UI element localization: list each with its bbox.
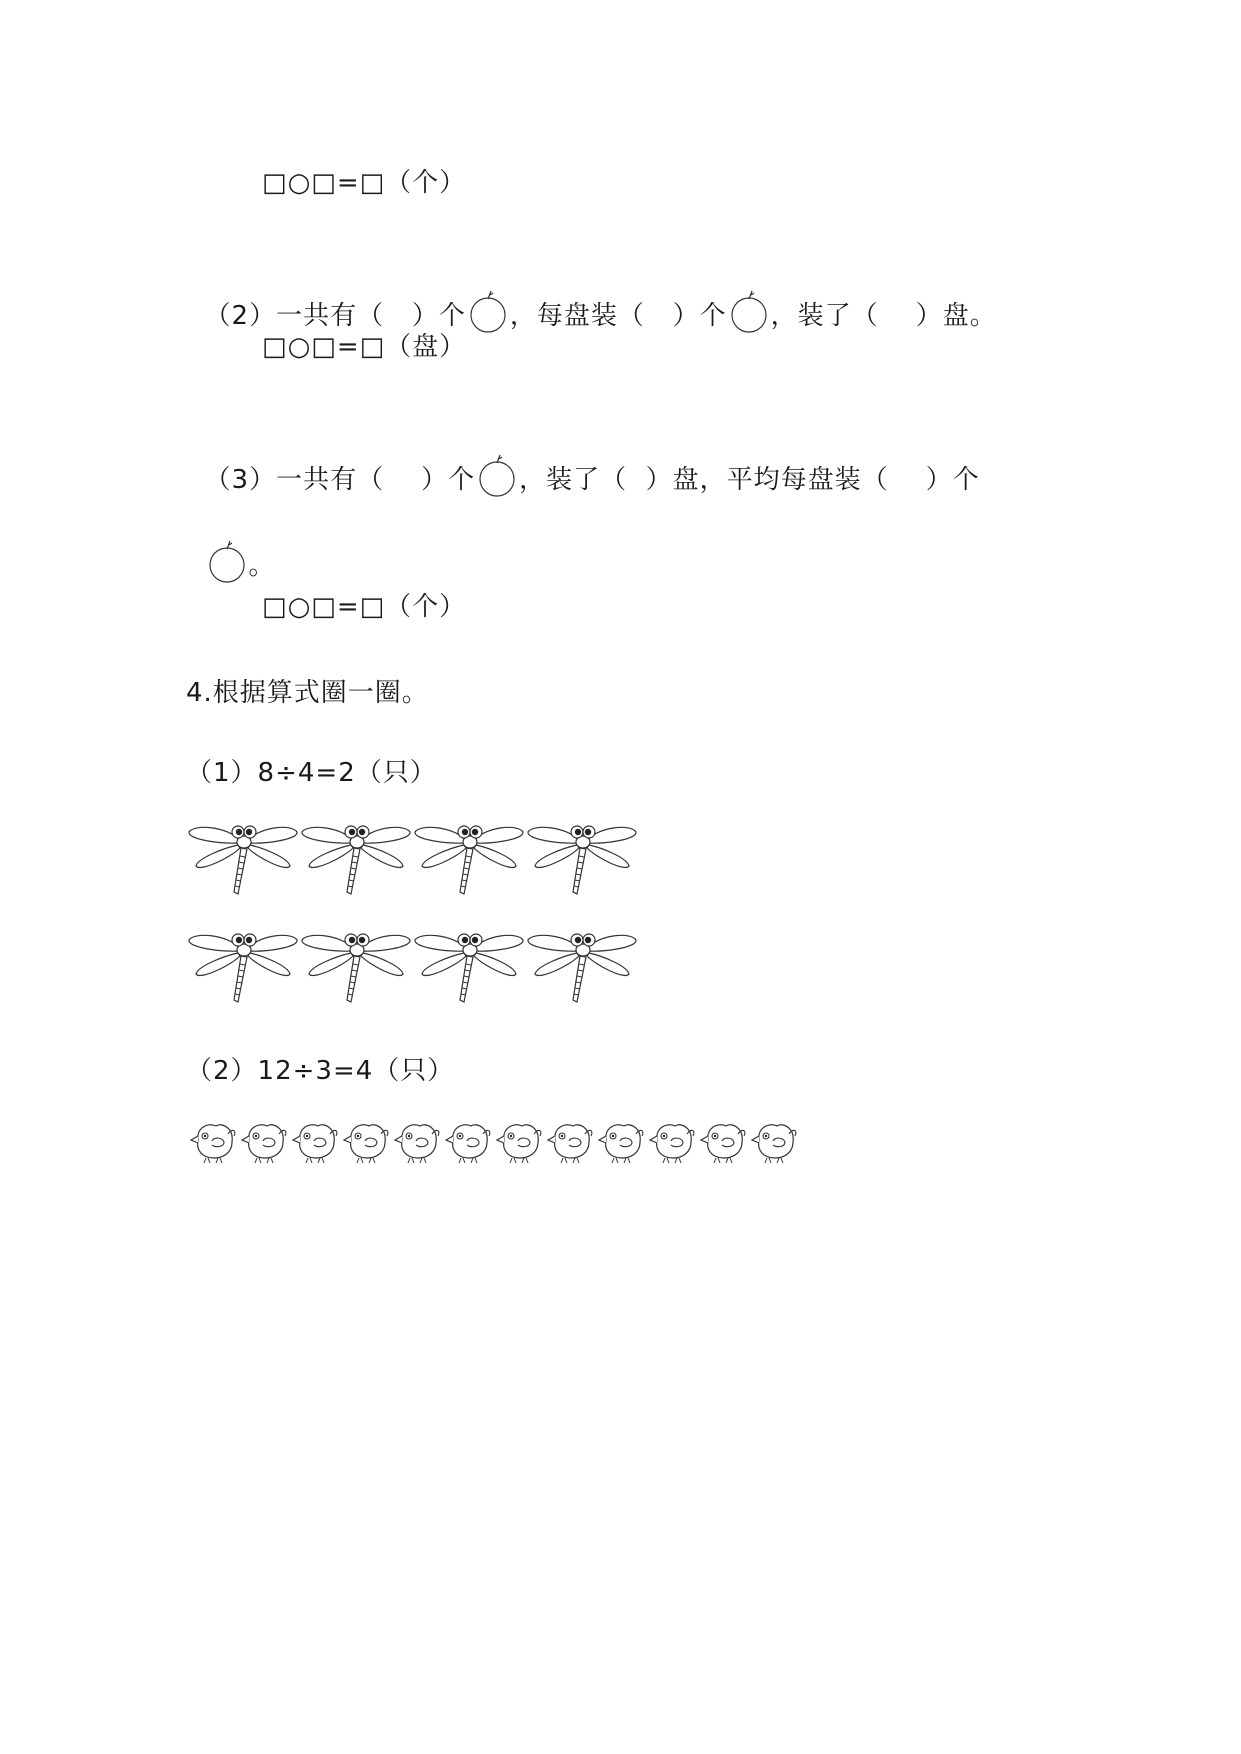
question-3-part-a: （3）一共有（ ）个 bbox=[204, 465, 476, 495]
apple-icon bbox=[205, 540, 249, 584]
chick-icon bbox=[545, 1118, 596, 1164]
apple-icon bbox=[475, 454, 519, 498]
dragonfly-icon bbox=[412, 926, 525, 1004]
question-2-part-c: ，装了（ ）盘。 bbox=[770, 301, 997, 331]
chick-icon bbox=[749, 1118, 800, 1164]
question-3-continued bbox=[186, 506, 276, 584]
dragonfly-icon bbox=[525, 926, 638, 1004]
dragonfly-row-2 bbox=[186, 926, 638, 1004]
chick-icon bbox=[290, 1118, 341, 1164]
question-3-part-b: ，装了（ ）盘，平均每盘装（ ）个 bbox=[519, 465, 980, 495]
question-2-part-a: （2）一共有（ ）个 bbox=[204, 301, 466, 331]
dragonfly-icon bbox=[299, 818, 412, 896]
dragonfly-row-1 bbox=[186, 818, 638, 896]
dragonfly-icon bbox=[186, 818, 299, 896]
question-3 bbox=[186, 420, 980, 498]
question-2 bbox=[186, 256, 997, 334]
apple-icon bbox=[466, 290, 510, 334]
chick-icon bbox=[494, 1118, 545, 1164]
dragonfly-icon bbox=[186, 926, 299, 1004]
equation-2: □○□=□（盘） bbox=[262, 332, 467, 362]
chick-icon bbox=[698, 1118, 749, 1164]
equation-1: □○□=□（个） bbox=[262, 168, 467, 198]
chick-icon bbox=[341, 1118, 392, 1164]
equation-3: □○□=□（个） bbox=[262, 592, 467, 622]
dragonfly-icon bbox=[525, 818, 638, 896]
chick-icon bbox=[443, 1118, 494, 1164]
chick-icon bbox=[596, 1118, 647, 1164]
dragonfly-icon bbox=[299, 926, 412, 1004]
apple-icon bbox=[727, 290, 771, 334]
chick-icon bbox=[188, 1118, 239, 1164]
subquestion-2: （2）12÷3=4（只） bbox=[186, 1056, 455, 1086]
chick-icon bbox=[647, 1118, 698, 1164]
chick-row bbox=[188, 1118, 800, 1164]
question-3-part-c: 。 bbox=[248, 551, 276, 581]
dragonfly-icon bbox=[412, 818, 525, 896]
section-4-heading: 4.根据算式圈一圈。 bbox=[186, 678, 429, 708]
chick-icon bbox=[392, 1118, 443, 1164]
subquestion-1: （1）8÷4=2（只） bbox=[186, 758, 437, 788]
question-2-part-b: ，每盘装（ ）个 bbox=[509, 301, 727, 331]
chick-icon bbox=[239, 1118, 290, 1164]
